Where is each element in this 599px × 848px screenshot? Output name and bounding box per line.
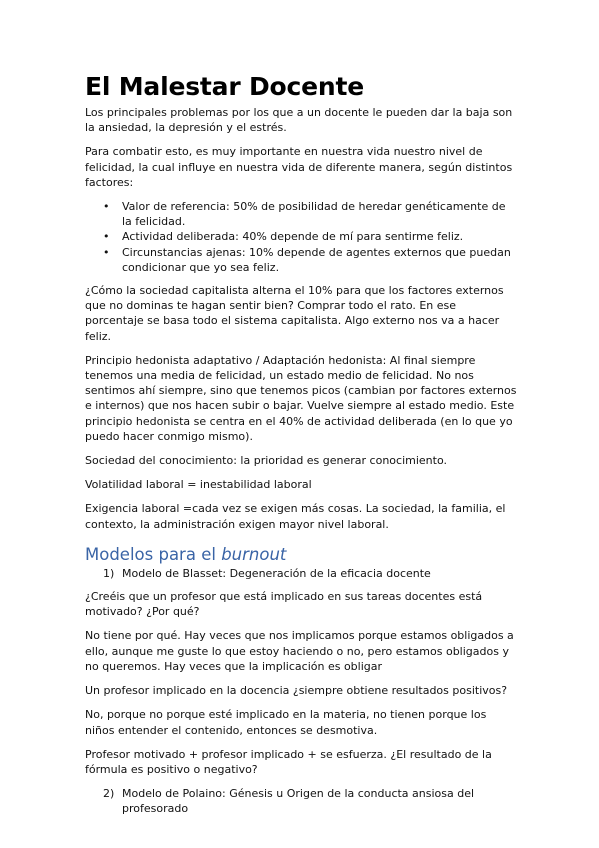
document-page <box>85 71 517 825</box>
list-item-text: Circunstancias ajenas: 10% depende de agentes externos que puedan condicionar que yo sea feliz. <box>122 245 511 274</box>
document-title: El Malestar Docente <box>85 72 364 101</box>
knowledge-society-paragraph: Sociedad del conocimiento: la prioridad es generar conocimiento. <box>85 454 448 468</box>
model-number: 2) <box>103 787 115 801</box>
model-item-2 <box>85 786 517 816</box>
model-item-1 <box>85 566 517 581</box>
volatility-paragraph: Volatilidad laboral = inestabilidad laboral <box>85 478 312 492</box>
model-text: Modelo de Blasset: Degeneración de la eficacia docente <box>122 566 431 580</box>
factors-list <box>85 199 517 275</box>
list-item <box>103 245 517 275</box>
intro-paragraph: Los principales problemas por los que a un docente le pueden dar la baja son la ansiedad, la depresión y el estrés. <box>85 106 513 135</box>
question-paragraph-1: ¿Creéis que un profesor que está implicado en sus tareas docentes está motivado? ¿Por qué? <box>85 590 483 619</box>
section-heading <box>85 544 517 566</box>
bullet-icon: • <box>103 245 110 259</box>
model-number: 1) <box>103 566 115 580</box>
capitalist-paragraph: ¿Cómo la sociedad capitalista alterna el 10% para que los factores externos que no dominas te hagan sentir bien? Comprar todo el rato. En ese porcentaje se basa todo el sistema capitalista. Algo externo nos va a hacer feliz. <box>85 284 504 343</box>
question-paragraph-2: Un profesor implicado en la docencia ¿siempre obtiene resultados positivos? <box>85 684 508 698</box>
bullet-icon: • <box>103 230 110 244</box>
hedonist-paragraph: Principio hedonista adaptativo / Adaptación hedonista: Al final siempre tenemos una media de felicidad, un estado medio de felicidad. No nos sentimos ahí siempre, sino que tenemos picos (cambian por factores externos e internos) que nos hacen subir o bajar. Vuelve siempre al estado medio. Este principio hedonista se centra en el 40% de actividad deliberada (en lo que yo puedo hacer conmigo mismo). <box>85 353 517 443</box>
section-heading-main: Modelos para el <box>85 544 222 564</box>
list-item-text: Actividad deliberada: 40% depende de mí para sentirme feliz. <box>122 230 464 244</box>
list-item <box>103 229 517 244</box>
bullet-icon: • <box>103 200 110 214</box>
answer-paragraph-1: No tiene por qué. Hay veces que nos implicamos porque estamos obligados a ello, aunque me guste lo que estoy haciendo o no, pero estamos obligados y no queremos. Hay veces que la implicación es obligar <box>85 629 514 673</box>
list-item <box>103 199 517 229</box>
model-text: Modelo de Polaino: Génesis u Origen de la conducta ansiosa del profesorado <box>122 787 475 816</box>
question-paragraph-3: Profesor motivado + profesor implicado + se esfuerza. ¿El resultado de la fórmula es positivo o negativo? <box>85 747 492 776</box>
section-heading-emphasis: burnout <box>221 544 287 564</box>
answer-paragraph-2: No, porque no porque esté implicado en la materia, no tienen porque los niños entender el contenido, entonces se desmotiva. <box>85 708 487 737</box>
factors-paragraph: Para combatir esto, es muy importante en nuestra vida nuestro nivel de felicidad, la cual influye en nuestra vida de diferente manera, según distintos factores: <box>85 145 513 189</box>
list-item-text: Valor de referencia: 50% de posibilidad de heredar genéticamente de la felicidad. <box>122 200 506 229</box>
demand-paragraph: Exigencia laboral =cada vez se exigen más cosas. La sociedad, la familia, el contexto, la administración exigen mayor nivel laboral. <box>85 502 506 531</box>
